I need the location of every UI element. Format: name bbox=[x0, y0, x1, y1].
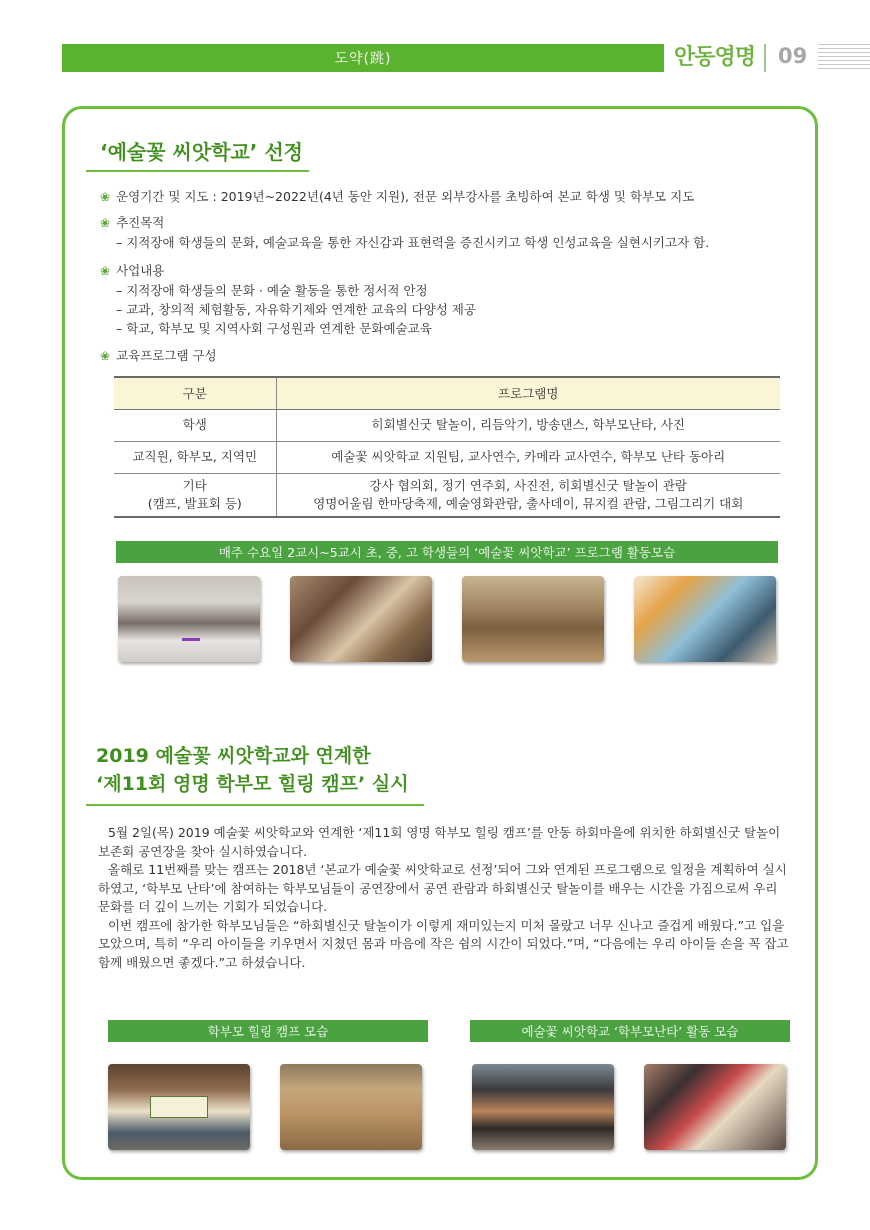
header-decoration-lines bbox=[818, 44, 870, 72]
nanta-photo bbox=[644, 1064, 786, 1150]
nanta-photo-caption: 예술꽃 씨앗학교 ‘학부모난타’ 활동 모습 bbox=[470, 1020, 790, 1042]
brand-title: 안동영명 bbox=[674, 45, 756, 70]
section2-title bbox=[96, 742, 409, 798]
section-label: 도약(跳) bbox=[334, 51, 392, 67]
info-item-period bbox=[100, 187, 694, 207]
info-subitem: – 학교, 학부모 및 지역사회 구성원과 연계한 문화예술교육 bbox=[116, 321, 432, 336]
activity-photo bbox=[462, 576, 604, 662]
table-header-program: 프로그램명 bbox=[276, 377, 780, 409]
page-number: 09 bbox=[778, 44, 808, 68]
table-cell: 교직원, 학부모, 지역민 bbox=[114, 441, 276, 473]
info-item-heading: 사업내용 bbox=[116, 263, 165, 278]
info-item-contents bbox=[100, 261, 476, 338]
section2-title-line1: 2019 예술꽃 씨앗학교와 연계한 bbox=[96, 745, 371, 767]
article-paragraph: 올해로 11번째를 맞는 캠프는 2018년 ‘본교가 예술꽃 씨앗학교로 선정’되어 그와 연계된 프로그램으로 일정을 계획하여 실시하였고, ‘학부모 난타’에 참여하는 학부모님들이 공연장에서 공연 관람과 하회별신굿 탈놀이를 배우는 시간을 가짐으로써 우리 문화를 더 깊이 느끼는 기회가 되었습니다. bbox=[98, 862, 787, 914]
section-header-bar bbox=[62, 44, 664, 72]
camp-photo-caption: 학부모 힐링 캠프 모습 bbox=[108, 1020, 428, 1042]
activity-photo bbox=[290, 576, 432, 662]
article-paragraph: 이번 캠프에 참가한 학부모님들은 “하회별신굿 탈놀이가 이렇게 재미있는지 미처 몰랐고 너무 신나고 즐겁게 배웠다.”고 입을 모았으며, 특히 “우리 아이들을 키우면서 지쳤던 몸과 마음에 작은 쉼의 시간이 되었다.”며, “다음에는 우리 아이들 손을 꼭 잡고 함께 배웠으면 좋겠다.”고 하셨습니다. bbox=[98, 917, 789, 970]
table-row bbox=[114, 409, 780, 441]
article-paragraph: 5월 2일(목) 2019 예술꽃 씨앗학교와 연계한 ‘제11회 영명 학부모 힐링 캠프’를 안동 하회마을에 위치한 하회별신굿 탈놀이 보존회 공연장을 찾아 실시하였습니다. bbox=[98, 825, 781, 859]
camp-photo bbox=[280, 1064, 422, 1150]
table-cell: 학생 bbox=[114, 409, 276, 441]
nanta-photo bbox=[472, 1064, 614, 1150]
flower-bullet-icon: ❀ bbox=[100, 216, 111, 230]
activity-photo bbox=[118, 576, 260, 662]
table-row bbox=[114, 441, 780, 473]
info-item-heading: 추진목적 bbox=[116, 215, 165, 230]
info-item-program bbox=[100, 346, 217, 366]
info-item-purpose bbox=[100, 213, 709, 252]
activity-photo bbox=[634, 576, 776, 662]
info-item-heading: 교육프로그램 구성 bbox=[116, 348, 217, 363]
section2-title-underline bbox=[86, 804, 424, 806]
table-cell: 강사 협의회, 정기 연주회, 사진전, 히회별신굿 탈놀이 관람 영명어울림 한마당축제, 예술영화관람, 출사데이, 뮤지컬 관람, 그림그리기 대회 bbox=[276, 473, 780, 517]
flower-bullet-icon: ❀ bbox=[100, 190, 111, 204]
table-cell: 기타 (캠프, 발표회 등) bbox=[114, 473, 276, 517]
table-row bbox=[114, 473, 780, 517]
info-item-text: 운영기간 및 지도 : 2019년~2022년(4년 동안 지원), 전문 외부강사를 초빙하여 본교 학생 및 학부모 지도 bbox=[116, 189, 695, 204]
flower-bullet-icon: ❀ bbox=[100, 264, 111, 278]
table-header-category: 구분 bbox=[114, 377, 276, 409]
section1-title: ‘예술꽃 씨앗학교’ 선정 bbox=[100, 140, 304, 164]
info-subitem: – 교과, 창의적 체험활동, 자유학기제와 연계한 교육의 다양성 제공 bbox=[116, 302, 476, 317]
flower-bullet-icon: ❀ bbox=[100, 349, 111, 363]
info-subitem: – 지적장애 학생들의 문화 · 예술 활동을 통한 정서적 안정 bbox=[116, 283, 428, 298]
camp-photo bbox=[108, 1064, 250, 1150]
article-body bbox=[98, 824, 792, 972]
section2-title-line2: ‘제11회 영명 학부모 힐링 캠프’ 실시 bbox=[96, 773, 409, 795]
table-cell: 예술꽃 씨앗학교 지원팀, 교사연수, 카메라 교사연수, 학부모 난타 동아리 bbox=[276, 441, 780, 473]
table-cell: 히회별신굿 탈놀이, 리듬악기, 방송댄스, 학부모난타, 사진 bbox=[276, 409, 780, 441]
section1-title-underline bbox=[86, 170, 309, 172]
header-divider bbox=[764, 44, 766, 72]
info-subitem: – 지적장애 학생들의 문화, 예술교육을 통한 자신감과 표현력을 증진시키고 학생 인성교육을 실현시키고자 함. bbox=[116, 235, 710, 250]
activity-photo-caption: 매주 수요일 2교시~5교시 초, 중, 고 학생들의 ‘예술꽃 씨앗학교’ 프로그램 활동모습 bbox=[116, 541, 778, 563]
program-table bbox=[114, 376, 780, 518]
